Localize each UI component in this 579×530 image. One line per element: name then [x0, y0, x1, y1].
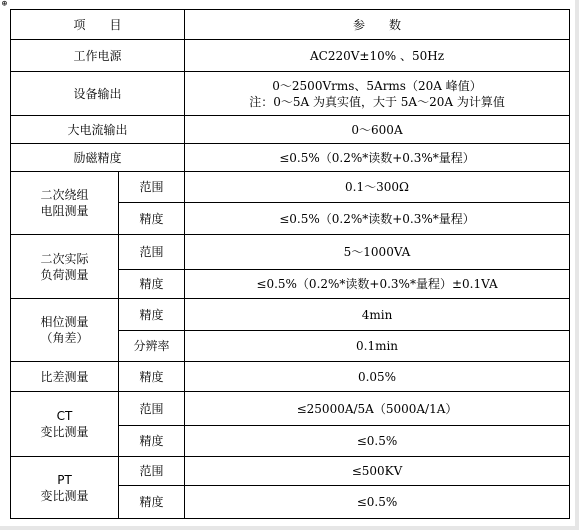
- group-label-line: 相位测量: [40, 315, 89, 329]
- row-label-ratio-error: 比差测量: [11, 362, 119, 392]
- table-row: [11, 72, 570, 116]
- group-label-line: 二次实际: [40, 251, 89, 266]
- row-label-output: 设备输出: [11, 72, 185, 116]
- row-value-ct-ratio-range: ≤25000A/5A（5000A/1A）: [185, 392, 570, 426]
- sub-label-range: 范围: [119, 235, 185, 270]
- output-line-2: 注：0～5A 为真实值，大于 5A～20A 为计算值: [249, 94, 505, 109]
- header-item: 项 目: [11, 10, 185, 40]
- group-label-secondary-burden: [11, 235, 119, 299]
- sub-label-accuracy: 精度: [119, 362, 185, 392]
- row-label-power: 工作电源: [11, 40, 185, 72]
- sub-label-accuracy: 精度: [119, 426, 185, 457]
- group-label-ct-ratio: [11, 392, 119, 457]
- row-value-phase-resolution: 0.1min: [185, 331, 570, 362]
- row-value-ratio-error-accuracy: 0.05%: [185, 362, 570, 392]
- sub-label-resolution: 分辨率: [119, 331, 185, 362]
- table-row: [11, 362, 570, 392]
- row-label-excitation: 励磁精度: [11, 144, 185, 172]
- group-label-line: 二次绕组: [40, 188, 89, 202]
- sub-label-range: 范围: [119, 392, 185, 426]
- output-line-1: 0～2500Vrms、5Arms（20A 峰值）: [272, 78, 482, 93]
- group-label-phase: [11, 299, 119, 362]
- row-value-ct-ratio-accuracy: ≤0.5%: [185, 426, 570, 457]
- group-label-line: PT: [57, 472, 72, 487]
- row-value-high-current: 0～600A: [185, 116, 570, 144]
- horizontal-scrollbar[interactable]: [0, 526, 579, 530]
- sub-label-range: 范围: [119, 172, 185, 203]
- row-value-pt-ratio-range: ≤500KV: [185, 457, 570, 486]
- table-row: [11, 457, 570, 486]
- sub-label-range: 范围: [119, 457, 185, 486]
- sub-label-accuracy: 精度: [119, 486, 185, 519]
- group-label-line: 电阻测量: [40, 204, 89, 218]
- row-value-power: AC220V±10% 、50Hz: [185, 40, 570, 72]
- vertical-scrollbar[interactable]: [575, 0, 579, 530]
- sub-label-accuracy: 精度: [119, 270, 185, 299]
- table-move-handle-icon[interactable]: ⊕: [1, 0, 8, 9]
- table-row: [11, 40, 570, 72]
- spec-table: [10, 9, 570, 519]
- group-label-line: CT: [56, 409, 73, 423]
- group-label-secondary-resistance: [11, 172, 119, 235]
- row-value-excitation: ≤0.5%（0.2%*读数+0.3%*量程）: [185, 144, 570, 172]
- table-row: [11, 392, 570, 426]
- group-label-line: 变比测量: [40, 425, 89, 439]
- group-label-line: 变比测量: [40, 488, 89, 503]
- table-row: [11, 299, 570, 331]
- row-value-secondary-resistance-accuracy: ≤0.5%（0.2%*读数+0.3%*量程）: [185, 203, 570, 235]
- row-value-output: [185, 72, 570, 116]
- table-row: [11, 116, 570, 144]
- table-header-row: [11, 10, 570, 40]
- row-value-pt-ratio-accuracy: ≤0.5%: [185, 486, 570, 519]
- row-value-phase-accuracy: 4min: [185, 299, 570, 331]
- group-label-pt-ratio: [11, 457, 119, 519]
- table-row: [11, 144, 570, 172]
- sub-label-accuracy: 精度: [119, 203, 185, 235]
- row-value-secondary-burden-accuracy: ≤0.5%（0.2%*读数+0.3%*量程）±0.1VA: [185, 270, 570, 299]
- table-row: [11, 235, 570, 270]
- row-value-secondary-resistance-range: 0.1～300Ω: [185, 172, 570, 203]
- group-label-line: （角差）: [40, 331, 89, 345]
- row-label-high-current: 大电流输出: [11, 116, 185, 144]
- row-value-secondary-burden-range: 5～1000VA: [185, 235, 570, 270]
- table-row: [11, 172, 570, 203]
- sub-label-accuracy: 精度: [119, 299, 185, 331]
- group-label-line: 负荷测量: [40, 267, 89, 282]
- header-param: 参 数: [185, 10, 570, 40]
